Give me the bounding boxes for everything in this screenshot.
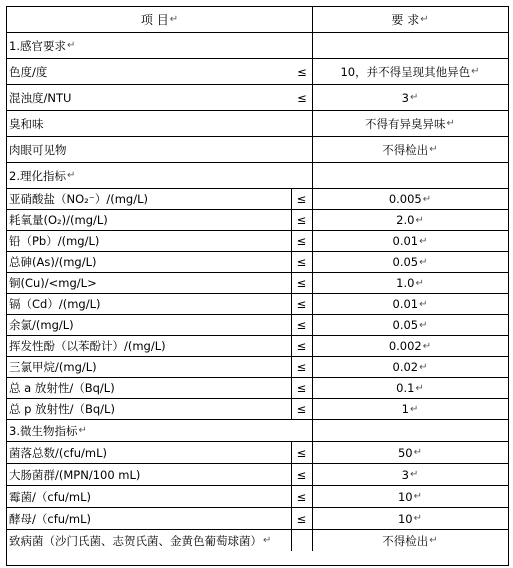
requirement-value bbox=[312, 85, 508, 110]
requirement-value-text: 3 bbox=[401, 467, 409, 482]
parameter-name bbox=[9, 399, 289, 419]
table-row bbox=[7, 464, 508, 486]
paragraph-mark: ↵ bbox=[413, 513, 423, 524]
paragraph-mark: ↵ bbox=[415, 214, 424, 226]
requirement-value-text: 50 bbox=[397, 445, 413, 460]
requirement-value bbox=[312, 508, 508, 529]
limit-symbol-text: ≤ bbox=[297, 64, 307, 79]
limit-symbol bbox=[291, 189, 312, 209]
table-row bbox=[7, 231, 508, 252]
header-item-text: 项 目 bbox=[140, 13, 169, 27]
limit-symbol-text: ≤ bbox=[296, 297, 307, 311]
parameter-name-text: 肉眼可见物 bbox=[9, 142, 67, 157]
limit-symbol bbox=[291, 399, 312, 419]
table-row bbox=[7, 189, 508, 210]
requirement-value-text: 3 bbox=[401, 90, 409, 105]
parameter-name-text: 色度/度 bbox=[9, 64, 48, 79]
requirement-value-text: 不得检出 bbox=[382, 533, 429, 548]
table-header bbox=[7, 7, 508, 33]
requirement-value bbox=[312, 530, 508, 551]
limit-symbol-text: ≤ bbox=[296, 445, 307, 460]
parameter-name-text: 挥发性酚（以苯酚计）/(mg/L) bbox=[9, 339, 166, 353]
paragraph-mark: ↵ bbox=[429, 144, 438, 155]
table-row bbox=[7, 137, 508, 163]
requirement-value bbox=[312, 357, 508, 377]
limit-symbol bbox=[291, 357, 312, 377]
parameter-name-text: 大肠菌群/(MPN/100 mL) bbox=[9, 467, 141, 482]
table-row bbox=[7, 530, 508, 551]
limit-symbol bbox=[291, 508, 312, 529]
table-row bbox=[7, 399, 508, 420]
column-divider bbox=[312, 420, 313, 441]
table-row bbox=[7, 336, 508, 357]
table-row bbox=[7, 59, 508, 85]
requirement-value bbox=[312, 111, 508, 136]
requirement-value-text: 10，并不得呈现其他异色 bbox=[340, 64, 471, 79]
parameter-name-text: 酵母/（cfu/mL) bbox=[9, 511, 92, 526]
column-divider bbox=[312, 33, 313, 58]
parameter-name bbox=[9, 189, 289, 209]
parameter-name-text: 镉（Cd）/(mg/L) bbox=[9, 297, 101, 311]
requirement-value bbox=[312, 231, 508, 251]
paragraph-mark: ↵ bbox=[471, 66, 480, 77]
limit-symbol bbox=[291, 378, 312, 398]
limit-symbol bbox=[292, 85, 312, 110]
requirement-value bbox=[312, 59, 508, 84]
section-title bbox=[7, 33, 508, 59]
parameter-name bbox=[9, 85, 310, 110]
section-title-text bbox=[9, 420, 87, 441]
parameter-name bbox=[9, 486, 289, 507]
requirement-value bbox=[312, 252, 508, 272]
parameter-name bbox=[9, 59, 310, 84]
parameter-name-text: 总砷(As)/(mg/L) bbox=[9, 255, 97, 269]
limit-symbol bbox=[291, 315, 312, 335]
table-row bbox=[7, 111, 508, 137]
paragraph-mark: ↵ bbox=[409, 469, 419, 480]
table-row bbox=[7, 357, 508, 378]
requirement-value-text: 0.1 bbox=[396, 381, 415, 395]
limit-symbol-text: ≤ bbox=[296, 360, 307, 374]
parameter-name bbox=[9, 357, 289, 377]
requirement-value bbox=[312, 464, 508, 485]
parameter-name-text: 余氯/(mg/L) bbox=[9, 318, 74, 332]
parameter-name bbox=[9, 336, 289, 356]
paragraph-mark: ↵ bbox=[66, 170, 76, 181]
parameter-name-text: 耗氧量(O₂)/(mg/L) bbox=[9, 213, 108, 227]
limit-symbol-text: ≤ bbox=[297, 90, 307, 105]
table-row bbox=[7, 315, 508, 336]
limit-symbol-text: ≤ bbox=[296, 213, 307, 227]
section-title-text-text: 1.感官要求 bbox=[9, 38, 66, 53]
column-divider bbox=[312, 163, 313, 188]
paragraph-mark: ↵ bbox=[413, 491, 423, 502]
requirement-value-text: 1.0 bbox=[396, 276, 415, 290]
requirement-value bbox=[312, 210, 508, 230]
parameter-name-text: 霉菌/（cfu/mL) bbox=[9, 489, 92, 504]
requirement-value-text: 0.05 bbox=[392, 255, 419, 269]
parameter-name-text: 总 a 放射性/（Bq/L) bbox=[9, 381, 115, 395]
parameter-name bbox=[9, 273, 289, 293]
paragraph-mark: ↵ bbox=[415, 277, 424, 289]
limit-symbol bbox=[291, 273, 312, 293]
requirement-value bbox=[312, 273, 508, 293]
parameter-name-text: 混浊度/NTU bbox=[9, 90, 72, 105]
column-divider bbox=[291, 530, 292, 551]
paragraph-mark: ↵ bbox=[419, 235, 428, 247]
parameter-name bbox=[9, 530, 289, 551]
requirement-value-text: 10 bbox=[397, 489, 413, 504]
parameter-name-text: 亚硝酸盐（NO₂⁻）/(mg/L) bbox=[9, 192, 148, 206]
table-row bbox=[7, 442, 508, 464]
limit-symbol bbox=[291, 442, 312, 463]
paragraph-mark: ↵ bbox=[420, 14, 429, 25]
requirement-value-text: 0.002 bbox=[388, 339, 422, 353]
paragraph-mark: ↵ bbox=[422, 193, 432, 205]
table-row bbox=[7, 508, 508, 530]
parameter-name-text: 总 p 放射性/（Bq/L) bbox=[9, 402, 115, 416]
paragraph-mark: ↵ bbox=[409, 403, 419, 415]
paragraph-mark: ↵ bbox=[409, 92, 419, 103]
limit-symbol bbox=[291, 486, 312, 507]
requirement-value-text: 0.01 bbox=[392, 297, 419, 311]
paragraph-mark: ↵ bbox=[78, 425, 87, 436]
requirement-value-text: 不得有异臭异味 bbox=[365, 116, 446, 131]
section-title-text bbox=[9, 163, 75, 188]
requirement-value bbox=[312, 378, 508, 398]
requirement-value bbox=[312, 336, 508, 356]
requirement-value bbox=[312, 399, 508, 419]
limit-symbol bbox=[292, 59, 312, 84]
paragraph-mark: ↵ bbox=[169, 14, 179, 25]
requirement-value-text: 10 bbox=[397, 511, 413, 526]
parameter-name bbox=[9, 137, 310, 162]
limit-symbol bbox=[291, 464, 312, 485]
limit-symbol-text: ≤ bbox=[296, 234, 307, 248]
limit-symbol bbox=[291, 336, 312, 356]
paragraph-mark: ↵ bbox=[419, 298, 428, 310]
parameter-name bbox=[9, 294, 289, 314]
table-row bbox=[7, 294, 508, 315]
limit-symbol-text: ≤ bbox=[296, 318, 307, 332]
parameter-name bbox=[9, 508, 289, 529]
standards-table bbox=[6, 6, 509, 566]
limit-symbol-text: ≤ bbox=[296, 255, 307, 269]
paragraph-mark: ↵ bbox=[422, 340, 432, 352]
parameter-name-text: 致病菌（沙门氏菌、志贺氏菌、金黄色葡萄球菌） bbox=[9, 533, 262, 548]
parameter-name bbox=[9, 252, 289, 272]
parameter-name bbox=[9, 231, 289, 251]
parameter-name-text: 铜(Cu)/<mg/L> bbox=[9, 276, 97, 290]
parameter-name bbox=[9, 378, 289, 398]
parameter-name bbox=[9, 111, 310, 136]
paragraph-mark: ↵ bbox=[415, 382, 424, 394]
header-requirement bbox=[312, 7, 508, 32]
requirement-value-text: 0.005 bbox=[388, 192, 422, 206]
limit-symbol-text: ≤ bbox=[296, 467, 307, 482]
section-title-text-text: 2.理化指标 bbox=[9, 168, 66, 183]
limit-symbol-text: ≤ bbox=[296, 402, 307, 416]
section-title-text bbox=[9, 33, 75, 58]
requirement-value-text: 0.05 bbox=[392, 318, 419, 332]
parameter-name-text: 臭和味 bbox=[9, 116, 44, 131]
parameter-name bbox=[9, 442, 289, 463]
paragraph-mark: ↵ bbox=[419, 361, 428, 373]
table-row bbox=[7, 378, 508, 399]
limit-symbol bbox=[291, 210, 312, 230]
paragraph-mark: ↵ bbox=[429, 535, 438, 546]
requirement-value bbox=[312, 294, 508, 314]
requirement-value-text: 1 bbox=[401, 402, 409, 416]
limit-symbol bbox=[291, 252, 312, 272]
limit-symbol-text: ≤ bbox=[296, 489, 307, 504]
paragraph-mark: ↵ bbox=[263, 535, 272, 546]
section-title bbox=[7, 163, 508, 189]
table-row bbox=[7, 273, 508, 294]
requirement-value-text: 0.01 bbox=[392, 234, 419, 248]
limit-symbol-text: ≤ bbox=[296, 192, 307, 206]
paragraph-mark: ↵ bbox=[66, 40, 76, 51]
paragraph-mark: ↵ bbox=[419, 256, 428, 268]
parameter-name-text: 铅（Pb）/(mg/L) bbox=[9, 234, 100, 248]
section-title bbox=[7, 420, 508, 442]
header-item bbox=[7, 7, 312, 32]
parameter-name-text: 三氯甲烷/(mg/L) bbox=[9, 360, 97, 374]
parameter-name bbox=[9, 464, 289, 485]
parameter-name bbox=[9, 315, 289, 335]
requirement-value-text: 0.02 bbox=[392, 360, 419, 374]
parameter-name bbox=[9, 210, 289, 230]
requirement-value-text: 不得检出 bbox=[382, 142, 429, 157]
parameter-name-text: 菌落总数/(cfu/mL) bbox=[9, 445, 107, 460]
paragraph-mark: ↵ bbox=[446, 118, 455, 129]
requirement-value bbox=[312, 442, 508, 463]
paragraph-mark: ↵ bbox=[413, 447, 423, 458]
limit-symbol bbox=[291, 231, 312, 251]
requirement-value bbox=[312, 137, 508, 162]
requirement-value bbox=[312, 189, 508, 209]
requirement-value-text: 2.0 bbox=[396, 213, 415, 227]
limit-symbol-text: ≤ bbox=[296, 381, 307, 395]
limit-symbol bbox=[291, 294, 312, 314]
section-title-text-text: 3.微生物指标 bbox=[9, 423, 78, 438]
paragraph-mark: ↵ bbox=[419, 319, 428, 331]
table-row bbox=[7, 210, 508, 231]
table-row bbox=[7, 85, 508, 111]
table-row bbox=[7, 252, 508, 273]
table-row bbox=[7, 486, 508, 508]
limit-symbol-text: ≤ bbox=[296, 511, 307, 526]
limit-symbol-text: ≤ bbox=[296, 339, 307, 353]
header-requirement-text: 要 求 bbox=[391, 13, 420, 27]
requirement-value bbox=[312, 315, 508, 335]
requirement-value bbox=[312, 486, 508, 507]
limit-symbol-text: ≤ bbox=[296, 276, 307, 290]
